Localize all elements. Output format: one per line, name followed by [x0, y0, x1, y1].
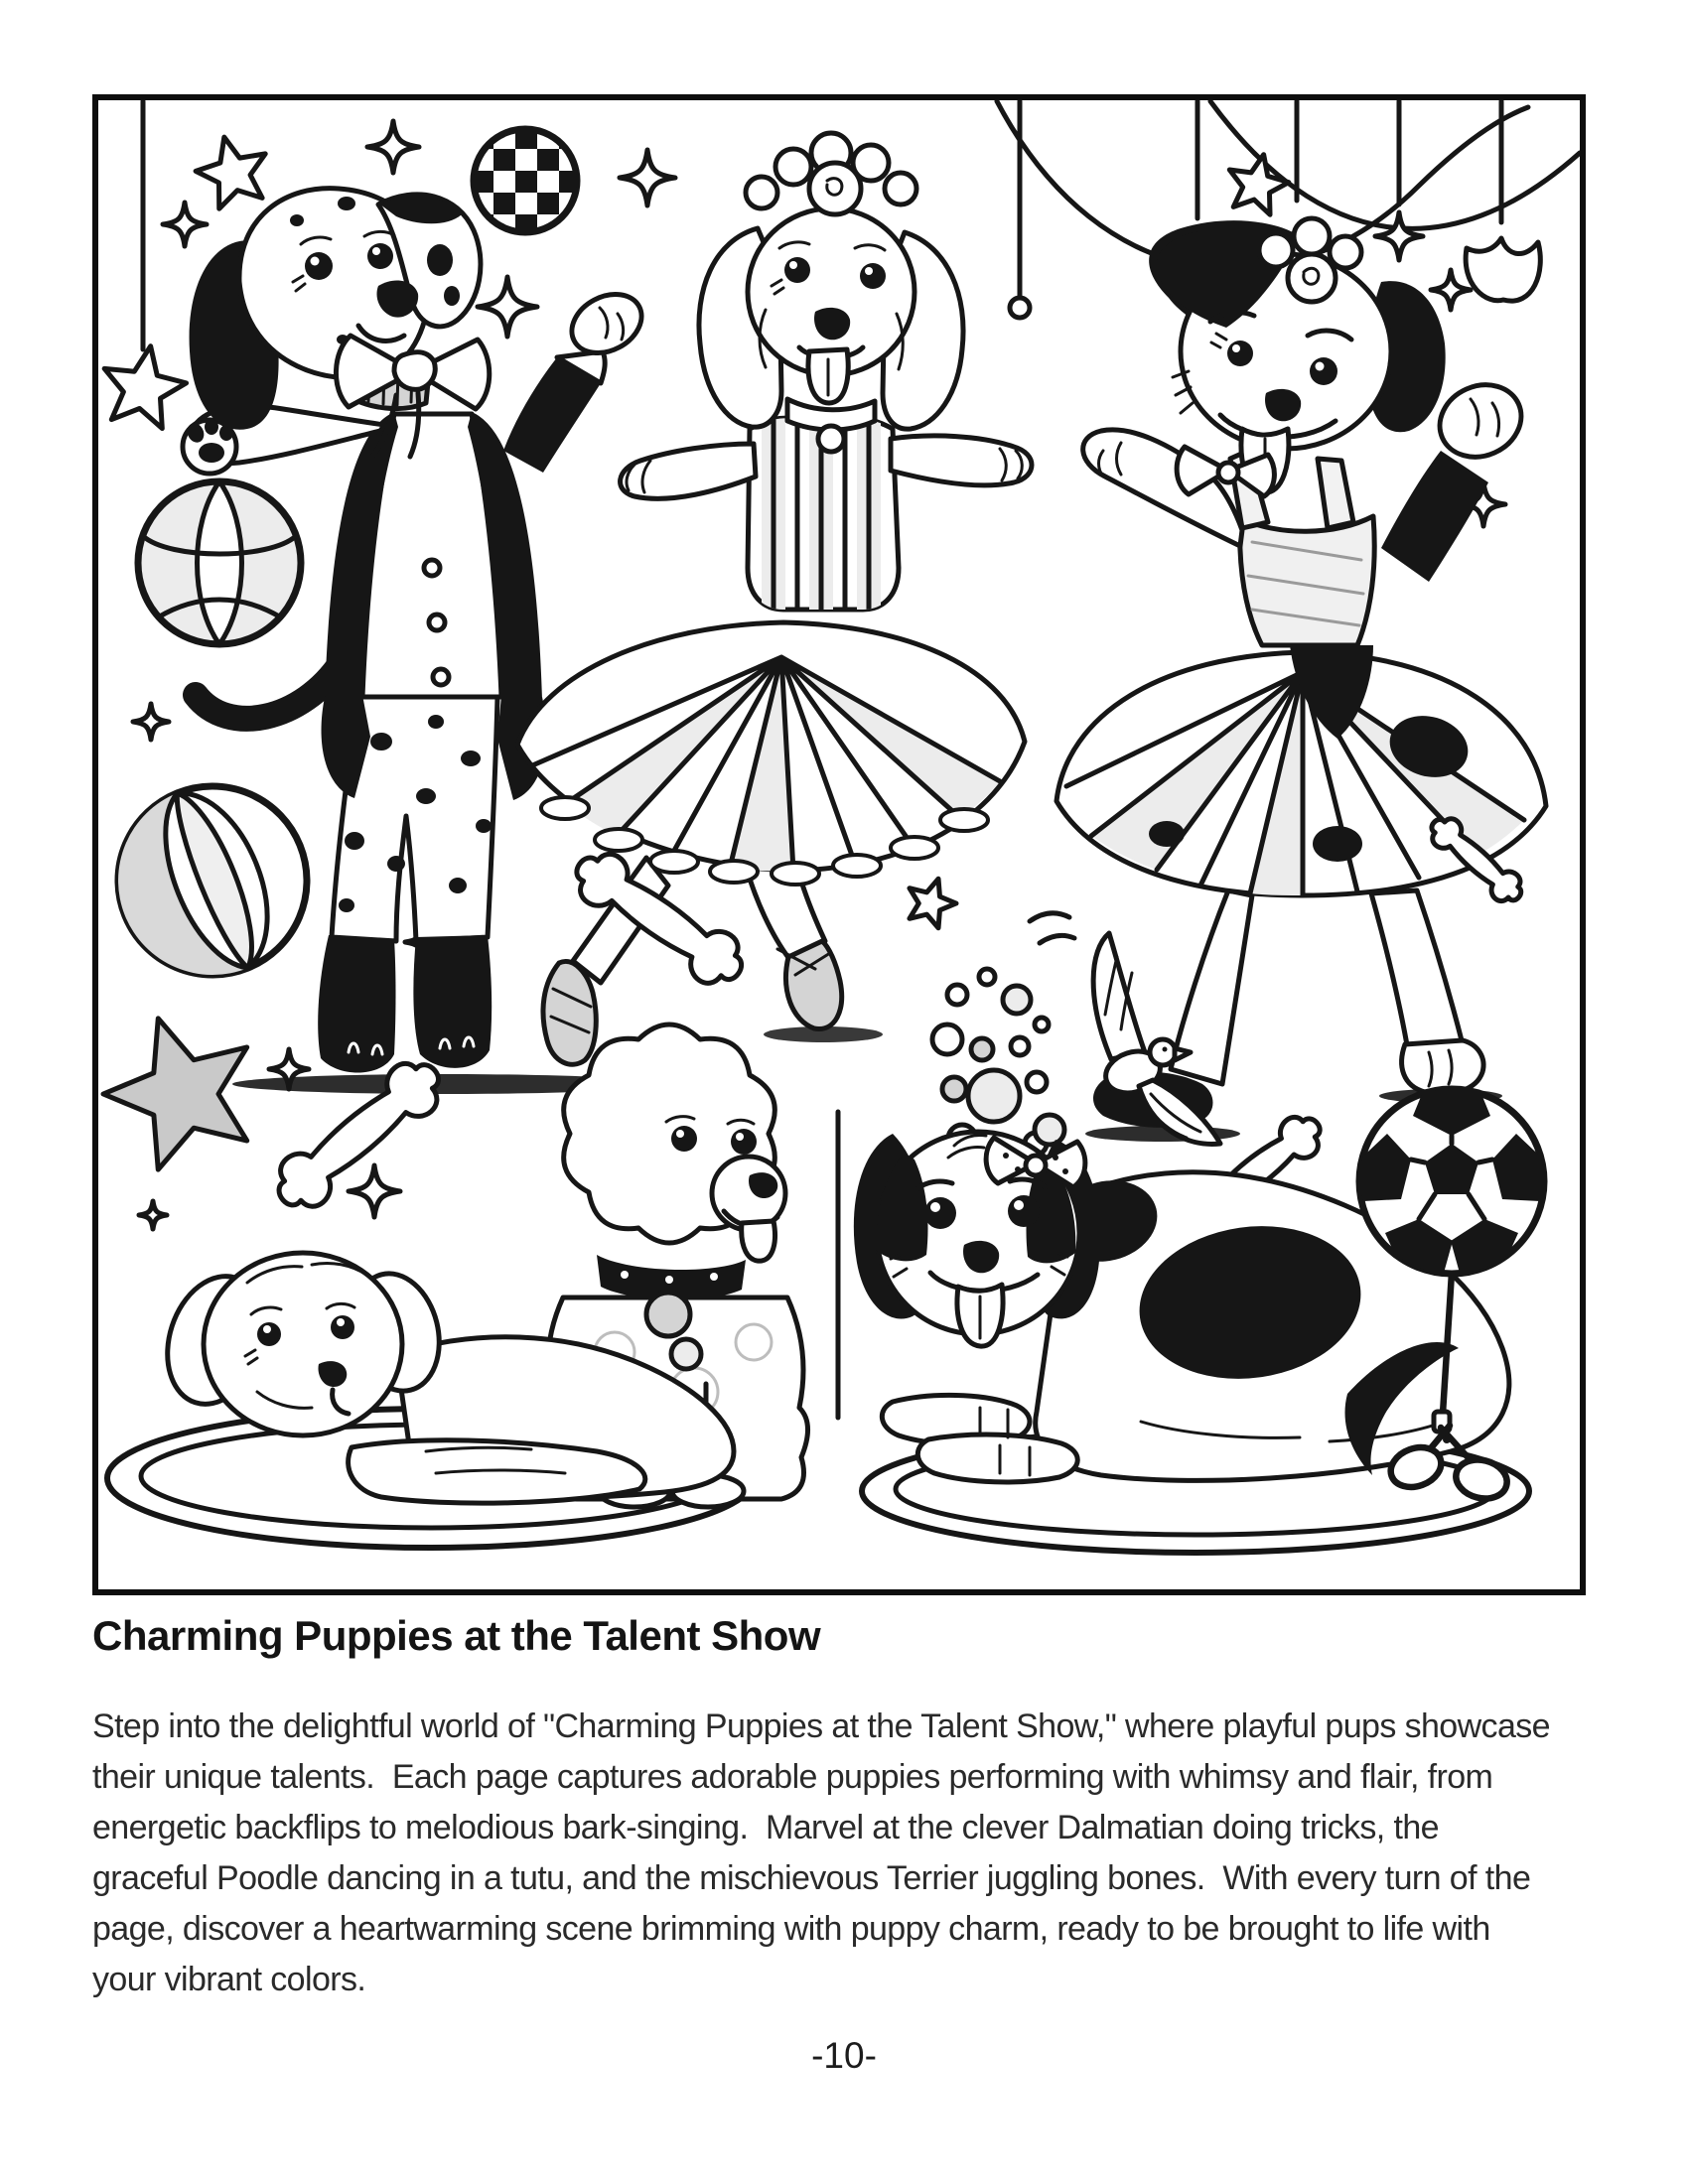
page-number: -10- — [811, 2035, 877, 2076]
basketball-icon — [138, 481, 301, 644]
hanging-ornament-icon — [1466, 238, 1540, 301]
section-title: Charming Puppies at the Talent Show — [92, 1612, 821, 1659]
paragraph-line: page, discover a heartwarming scene brimming with puppy charm, ready to be brought to life with — [92, 1910, 1490, 1948]
paragraph-line: energetic backflips to melodious bark-singing. Marvel at the clever Dalmatian doing tricks, the — [92, 1809, 1439, 1846]
poodle-ballerina — [517, 133, 1032, 1064]
illustration-frame — [92, 94, 1586, 1595]
soccer-ball-icon — [1353, 1082, 1550, 1277]
flower-crown-icon — [746, 133, 916, 214]
coloring-illustration — [98, 100, 1580, 1589]
paragraph-line: their unique talents. Each page captures adorable puppies performing with whimsy and flair, from — [92, 1758, 1493, 1796]
paragraph-line: Step into the delightful world of "Charming Puppies at the Talent Show," where playful pups showcase — [92, 1707, 1550, 1745]
description-paragraph — [92, 1702, 1621, 2005]
beach-ball-icon — [98, 757, 336, 1003]
disco-ball-icon — [472, 127, 581, 236]
paragraph-line: graceful Poodle dancing in a tutu, and the mischievous Terrier juggling bones. With every turn of the — [92, 1859, 1531, 1897]
paragraph-line: your vibrant colors. — [92, 1961, 366, 1998]
